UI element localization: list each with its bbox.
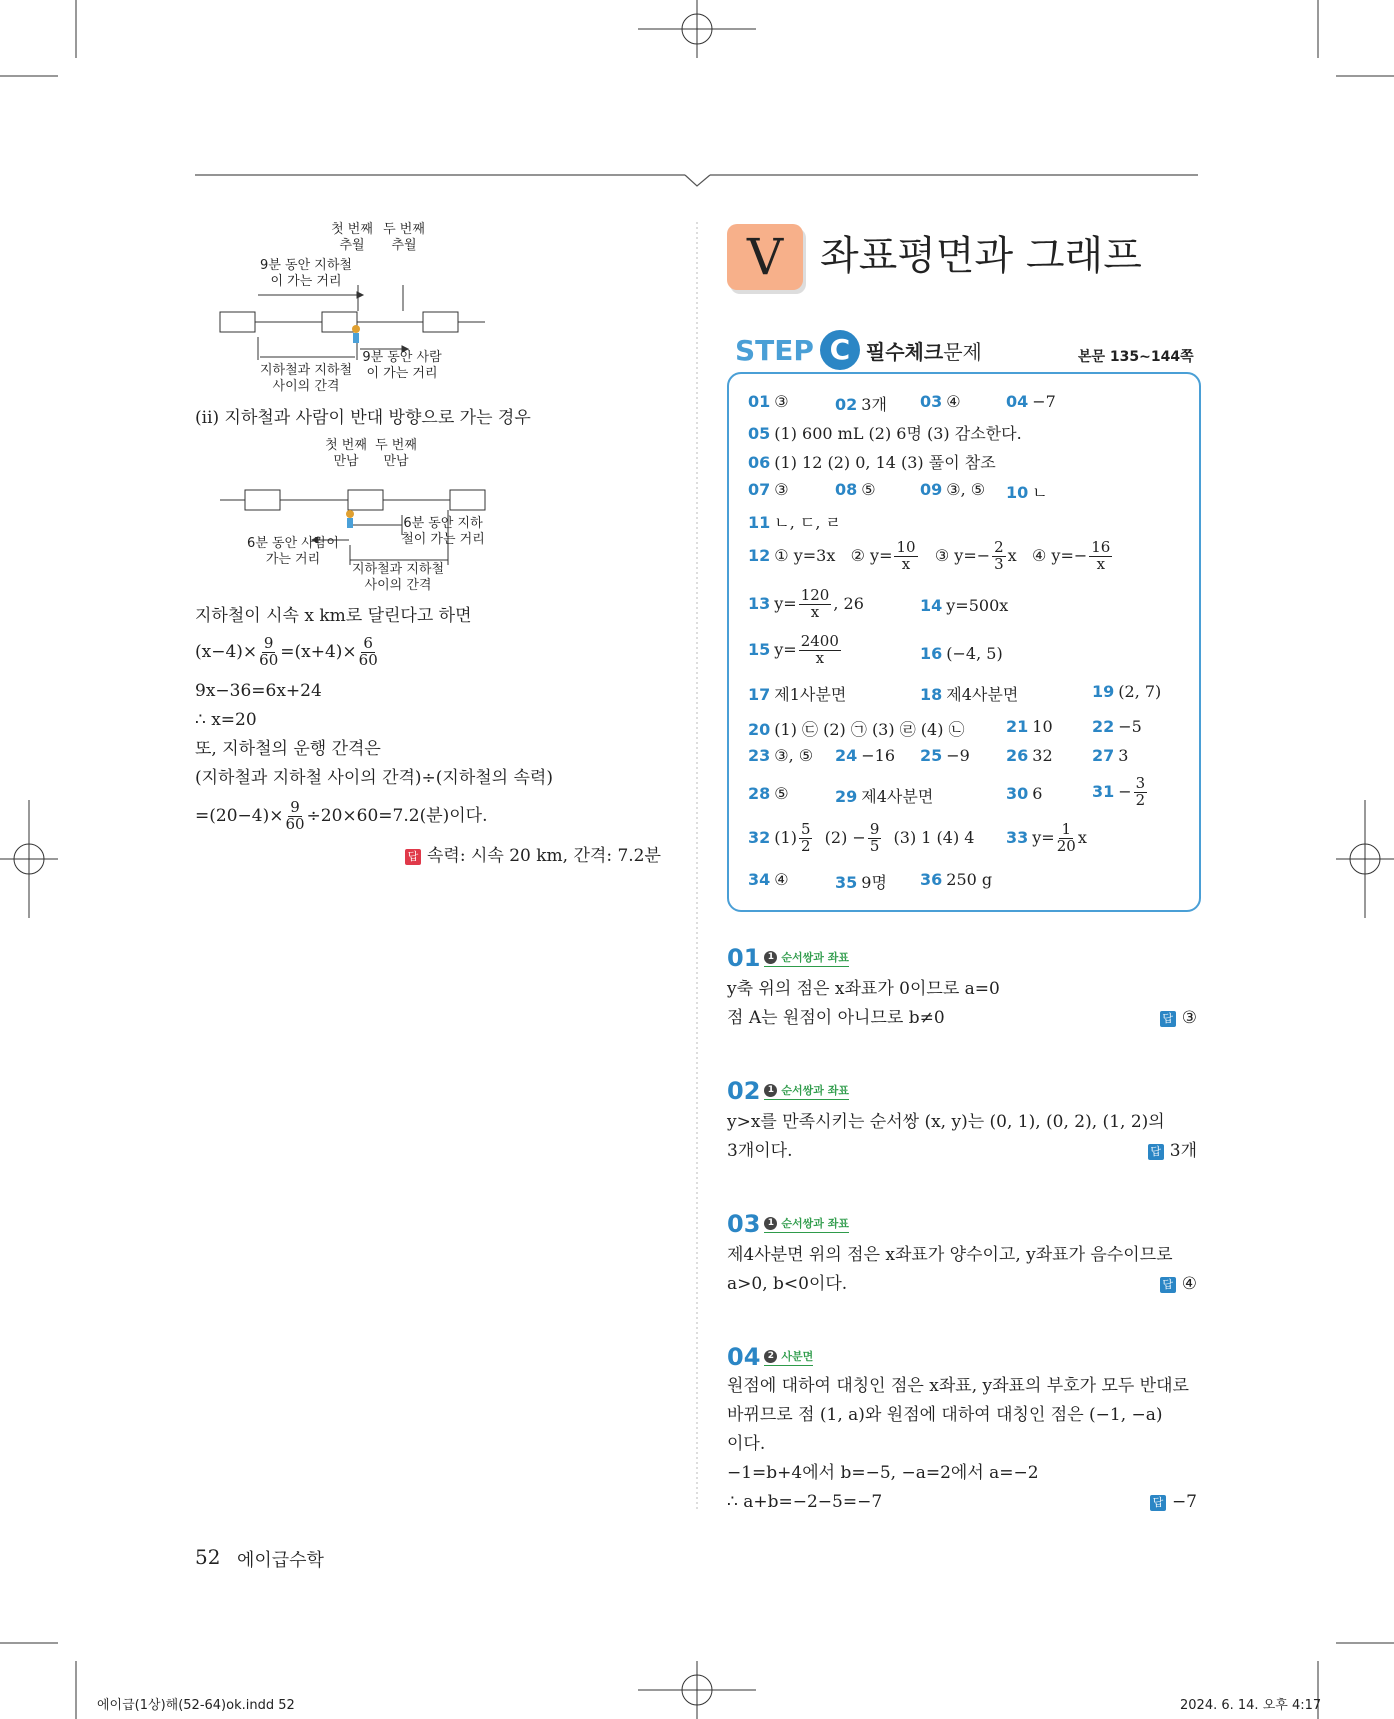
label-first-meet: 첫 번째 만남 <box>325 438 367 469</box>
equation-2: =(20−4)× $\frac{9}{60}$ ÷20×60=7.2(분)이다. <box>195 798 488 833</box>
answer-17: 17 제1사분면 <box>748 685 847 704</box>
topic-tag: 2 사분면 <box>764 1348 813 1366</box>
answer-14: 14 y=500x <box>920 596 1009 615</box>
chapter-badge <box>727 224 803 290</box>
answer-07: 07 ③ <box>748 480 789 499</box>
answer-23: 23 ③, ⑤ <box>748 746 814 765</box>
work-line-5: (지하철과 지하철 사이의 간격)÷(지하철의 속력) <box>195 768 553 788</box>
answer-mark-icon: 답 <box>1160 1011 1176 1027</box>
answer-09: 09 ③, ⑤ <box>920 480 986 499</box>
solution-03-head: 03 1 순서쌍과 좌표 <box>727 1210 849 1238</box>
answer-34: 34 ④ <box>748 870 789 889</box>
answer-32: 32 (1) $\frac{5}{2}$ (2) − $\frac{9}{5}$ (3) 1 (4) 4 <box>748 820 975 855</box>
step-title-bold: 필수체크 <box>865 339 944 364</box>
answer-31: 31 − $\frac{3}{2}$ <box>1092 774 1146 809</box>
answer-04: 04 −7 <box>1006 392 1056 411</box>
answer-25: 25 −9 <box>920 746 970 765</box>
page-number: 52 <box>195 1545 221 1569</box>
solution-04-head: 04 2 사분면 <box>727 1343 814 1371</box>
work-line-4: 또, 지하철의 운행 간격은 <box>195 739 381 759</box>
answer-35: 35 9명 <box>835 873 887 892</box>
solution-02-head: 02 1 순서쌍과 좌표 <box>727 1077 849 1105</box>
answer-13: 13 y= $\frac{120}{x}$ , 26 <box>748 586 864 621</box>
answer-mark-icon: 답 <box>1148 1144 1164 1160</box>
topic-tag: 1 순서쌍과 좌표 <box>764 1082 849 1100</box>
solution-number: 01 <box>727 944 761 972</box>
answer-mark-icon: 답 <box>1150 1495 1166 1511</box>
label-second-meet: 두 번째 만남 <box>375 438 417 469</box>
answer-33: 33 y= $\frac{1}{20}$ x <box>1006 820 1087 855</box>
chapter-title: 좌표평면과 그래프 <box>820 233 1142 279</box>
label-interval: 지하철과 지하철 사이의 간격 <box>259 363 353 394</box>
answer-mark-icon: 답 <box>405 849 421 865</box>
answer-05: 05 (1) 600 mL (2) 6명 (3) 감소한다. <box>748 424 1022 443</box>
step-pages: 본문 135∼144쪽 <box>1078 349 1194 365</box>
label-second-overtake: 두 번째 추월 <box>383 222 425 253</box>
answer-22: 22 −5 <box>1092 717 1142 736</box>
label-person-distance: 9분 동안 사람이 가는 거리 <box>362 350 442 381</box>
step-label: STEP <box>735 333 814 367</box>
answer-12: 12 ① y=3x ② y= $\frac{10}{x}$ ③ y=− $\frac{2}{3}$ x ④ y=− $\frac{16}{x}$ <box>748 538 1111 573</box>
answer-15: 15 y= $\frac{2400}{x}$ <box>748 632 839 667</box>
solution-03-body: 제4사분면 위의 점은 x좌표가 양수이고, y좌표가 음수이므로 a>0, b<0이다. 답 ④ <box>727 1245 1197 1294</box>
step-header <box>735 330 982 370</box>
book-title: 에이급수학 <box>237 1550 324 1571</box>
answer-02: 02 3개 <box>835 395 887 414</box>
answer-24: 24 −16 <box>835 746 896 765</box>
step-title-rest: 문제 <box>943 339 982 364</box>
label-first-overtake: 첫 번째 추월 <box>331 222 373 253</box>
answer-21: 21 10 <box>1006 717 1053 736</box>
answer-01: 01 ③ <box>748 392 789 411</box>
equation-1: (x−4)× $\frac{9}{60}$ =(x+4)× $\frac{6}{60}$ <box>195 634 378 669</box>
solution-01-head <box>727 944 849 972</box>
chapter-roman: V <box>746 228 784 286</box>
solution-04-body: 원점에 대하여 대칭인 점은 x좌표, y좌표의 부호가 모두 반대로 바뀌므로 점 (1, a)와 원점에 대하여 대칭인 점은 (−1, −a) 이다. −1=b+4에서 b=−5, −a=2에서 a=−2 ∴ a+b=−2−5=−7 답 −7 <box>727 1376 1197 1512</box>
answer-06: 06 (1) 12 (2) 0, 14 (3) 풀이 참조 <box>748 453 996 472</box>
case-ii-heading: (ⅱ) 지하철과 사람이 반대 방향으로 가는 경우 <box>195 408 531 428</box>
answer-19: 19 (2, 7) <box>1092 682 1162 701</box>
label-interval-2: 지하철과 지하철 사이의 간격 <box>351 562 445 593</box>
answer-mark-icon: 답 <box>1160 1277 1176 1293</box>
answer-28: 28 ⑤ <box>748 784 789 803</box>
answer-20: 20 (1) ㉢ (2) ㉠ (3) ㉣ (4) ㉡ <box>748 720 965 739</box>
label-person-distance-6: 6분 동안 사람이 가는 거리 <box>247 536 339 567</box>
answer-30: 30 6 <box>1006 784 1043 803</box>
answer-26: 26 32 <box>1006 746 1053 765</box>
print-date: 2024. 6. 14. 오후 4:17 <box>1180 1698 1322 1713</box>
work-line-3: ∴ x=20 <box>195 710 257 730</box>
answer-11: 11 ㄴ, ㄷ, ㄹ <box>748 513 841 532</box>
work-line-1: 지하철이 시속 x km로 달린다고 하면 <box>195 606 472 626</box>
work-line-2: 9x−36=6x+24 <box>195 681 322 701</box>
answer-18: 18 제4사분면 <box>920 685 1019 704</box>
answer-36: 36 250 g <box>920 870 993 889</box>
label-train-distance-6: 6분 동안 지하철이 가는 거리 <box>401 516 485 547</box>
solution-01-body: y축 위의 점은 x좌표가 0이므로 a=0 점 A는 원점이 아니므로 b≠0 답 ③ <box>727 979 1197 1028</box>
overtake-diagram-lines <box>210 285 500 375</box>
answer-16: 16 (−4, 5) <box>920 644 1003 663</box>
label-train-distance: 9분 동안 지하철이 가는 거리 <box>260 258 352 289</box>
solution-02-body: y>x를 만족시키는 순서쌍 (x, y)는 (0, 1), (0, 2), (1, 2)의 3개이다. 답 3개 <box>727 1112 1197 1161</box>
file-info: 에이급(1상)해(52-64)ok.indd 52 <box>97 1698 295 1713</box>
answer-08: 08 ⑤ <box>835 480 876 499</box>
answer-10: 10 ㄴ <box>1006 483 1048 502</box>
answer-03: 03 ④ <box>920 392 961 411</box>
topic-tag: 1 순서쌍과 좌표 <box>764 949 849 967</box>
step-letter-icon: C <box>820 330 860 370</box>
final-answer: 답 속력: 시속 20 km, 간격: 7.2분 <box>405 842 661 871</box>
topic-tag: 1 순서쌍과 좌표 <box>764 1215 849 1233</box>
answer-27: 27 3 <box>1092 746 1129 765</box>
answer-29: 29 제4사분면 <box>835 787 934 806</box>
